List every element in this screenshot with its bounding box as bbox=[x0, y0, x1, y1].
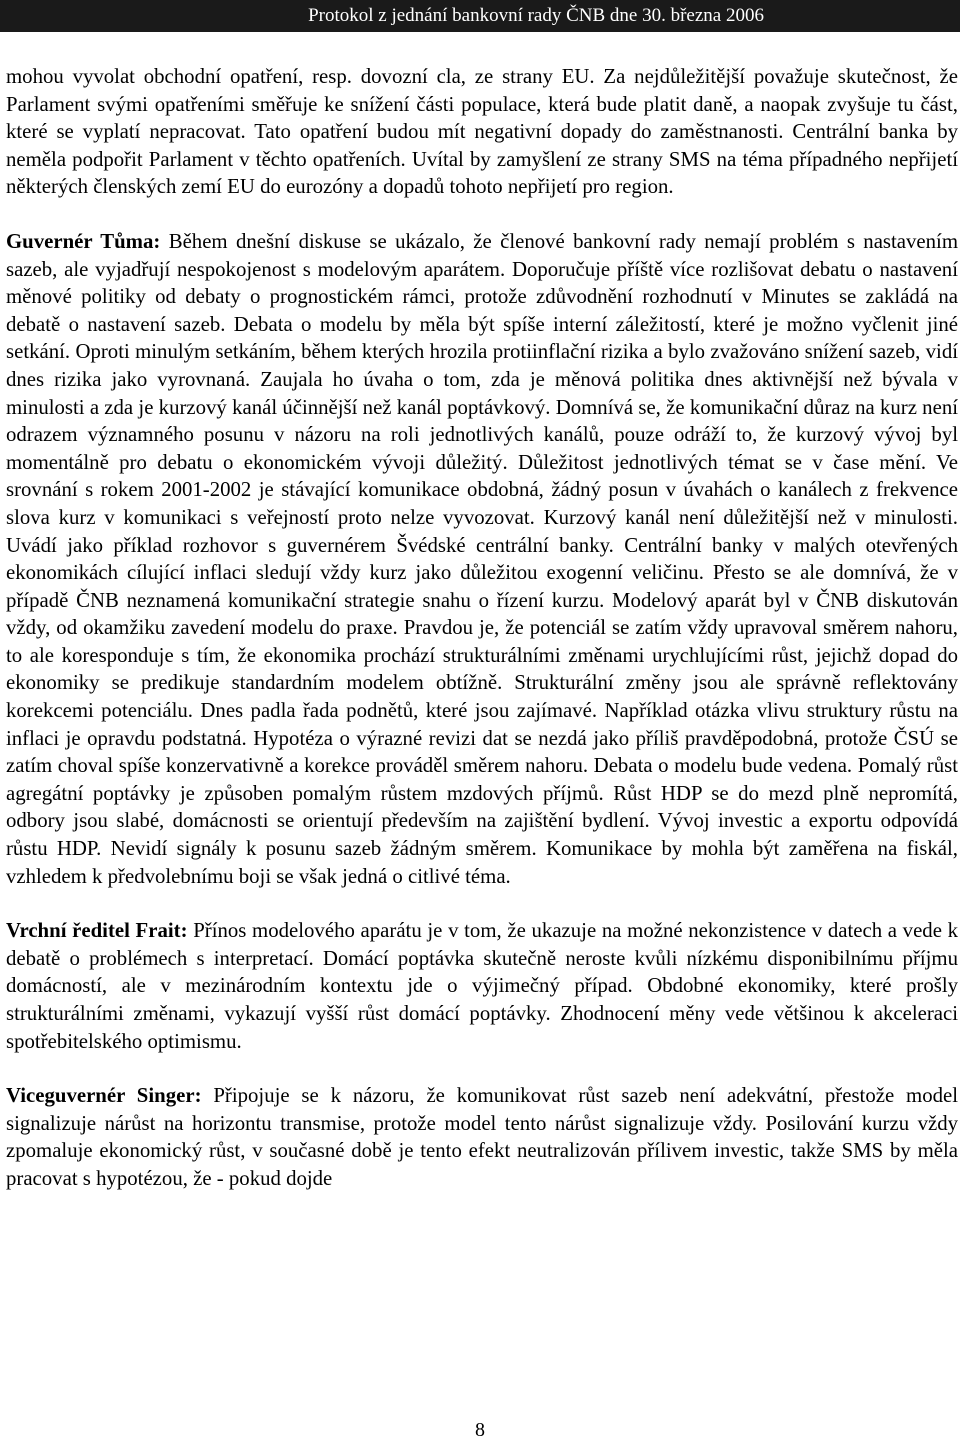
paragraph-text: Přínos modelového aparátu je v tom, že ukazuje na možné nekonzistence v datech a vede k debatě o problémech s interpretací. Domácí poptávka skutečně neroste kvůli nízkému disponibilnímu příjmu domácností, ale v mezinárodním kontextu jde o výjimečný případ. Obdobné ekonomiky, které prošly strukturálními změnami, vykazují vyšší růst domácí poptávky. Zhodnocení měny vede většinou k akceleraci spotřebitelského optimismu. bbox=[6, 919, 958, 1053]
speaker-name: Guvernér Tůma: bbox=[6, 229, 161, 253]
paragraph-text: Připojuje se k názoru, že komunikovat růst sazeb není adekvátní, přestože model signalizuje nárůst na horizontu transmise, protože model tento nárůst signalizuje vždy. Posilování kurzu vždy zpomaluje ekonomický růst, v současné době je tento efekt neutralizován přílivem investic, takže SMS by měla pracovat s hypotézou, že - pokud dojde bbox=[6, 1084, 959, 1190]
paragraph-2 bbox=[6, 228, 958, 890]
paragraph-3 bbox=[6, 917, 958, 1055]
document-body bbox=[6, 63, 958, 1220]
page-number: 8 bbox=[475, 1419, 485, 1441]
running-header bbox=[0, 0, 960, 32]
header-title: Protokol z jednání bankovní rady ČNB dne 30. března 2006 bbox=[308, 5, 764, 26]
speaker-name: Vrchní ředitel Frait: bbox=[6, 919, 188, 943]
paragraph-4 bbox=[6, 1082, 958, 1192]
speaker-name: Viceguvernér Singer: bbox=[6, 1084, 202, 1108]
paragraph-text: Během dnešní diskuse se ukázalo, že členové bankovní rady nemají problém s nastavením sazeb, ale vyjadřují nespokojenost s modelovým aparátem. Doporučuje příště více rozlišovat debatu o nastavení měnové politiky od debaty o prognostickém rámci, protože zdůvodnění rozhodnutí v Minutes se zakládá na debatě o nastavení sazeb. Debata o modelu by měla být spíše interní záležitostí, které je možno vyčlenit jiné setkání. Oproti minulým setkáním, během kterých hrozila protiinflační rizika a bylo zvažováno snížení sazeb, vidí dnes rizika jako vyrovnaná. Zaujala ho úvaha o tom, zda je měnová politika dnes aktivnější než bývala v minulosti a zda je kurzový kanál účinnější než kanál poptávkový. Domnívá se, že komunikační důraz na kurz není odrazem významného posunu v názoru na roli jednotlivých kanálů, pouze odráží to, že kurzový vývoj byl momentálně pro debatu o ekonomickém vývoji důležitý. Důležitost jednotlivých témat se v čase mění. Ve srovnání s rokem 2001-2002 je stávající komunikace obdobná, žádný posun v úvahách o kanálech z frekvence slova kurz v komunikaci s veřejností proto nelze vyvozovat. Kurzový kanál není důležitější než v minulosti. Uvádí jako příklad rozhovor s guvernérem Švédské centrální banky. Centrální banky v malých otevřených ekonomikách cílující inflaci sledují vždy kurz jako důležitou exogenní veličinu. Přesto se ale domnívá, že v případě ČNB neznamená komunikační strategie snahu o řízení kurzu. Modelový aparát byl v ČNB diskutován vždy, od okamžiku zavedení modelu do praxe. Pravdou je, že potenciál se zatím vždy upravoval směrem nahoru, to ale koresponduje s tím, že ekonomika prochází strukturálními změnami urychlujícími růst, jejichž dopad do ekonomiky se predikuje standardním modelem obtížně. Strukturální změny jsou ale správně reflektovány korekcemi potenciálu. Dnes padla řada podnětů, které jsou zajímavé. Například otázka vlivu struktury růstu na inflaci je opravdu podstatná. Hypotéza o výrazné revizi dat se nezdá jako příliš pravděpodobná, protože ČSÚ se zatím choval spíše konzervativně a korekce prováděl směrem nahoru. Debata o modelu bude vedena. Pomalý růst agregátní poptávky je způsoben pomalým růstem mzdových příjmů. Růst HDP se do mezd plně nepromítá, odbory jsou slabé, domácnosti se orientují především na zajištění bydlení. Vývoj investic a exportu odpovídá růstu HDP. Nevidí signály k posunu sazeb žádným směrem. Komunikace by mohla být zaměřena na fiskál, vzhledem k předvolebnímu boji se však jedná o citlivé téma. bbox=[6, 229, 959, 888]
paragraph-text: mohou vyvolat obchodní opatření, resp. dovozní cla, ze strany EU. Za nejdůležitější považuje skutečnost, že Parlament svými opatřeními směřuje ke snížení části populace, která bude platit daně, a naopak zvyšuje tu část, které se vyplatí nepracovat. Tato opatření budou mít negativní dopady do zaměstnanosti. Centrální banka by neměla podpořit Parlament v těchto opatřeních. Uvítal by zamyšlení ze strany SMS na téma případného nepřijetí některých členských zemí EU do eurozóny a dopadů tohoto nepřijetí pro region. bbox=[6, 65, 958, 199]
paragraph-1 bbox=[6, 63, 958, 201]
